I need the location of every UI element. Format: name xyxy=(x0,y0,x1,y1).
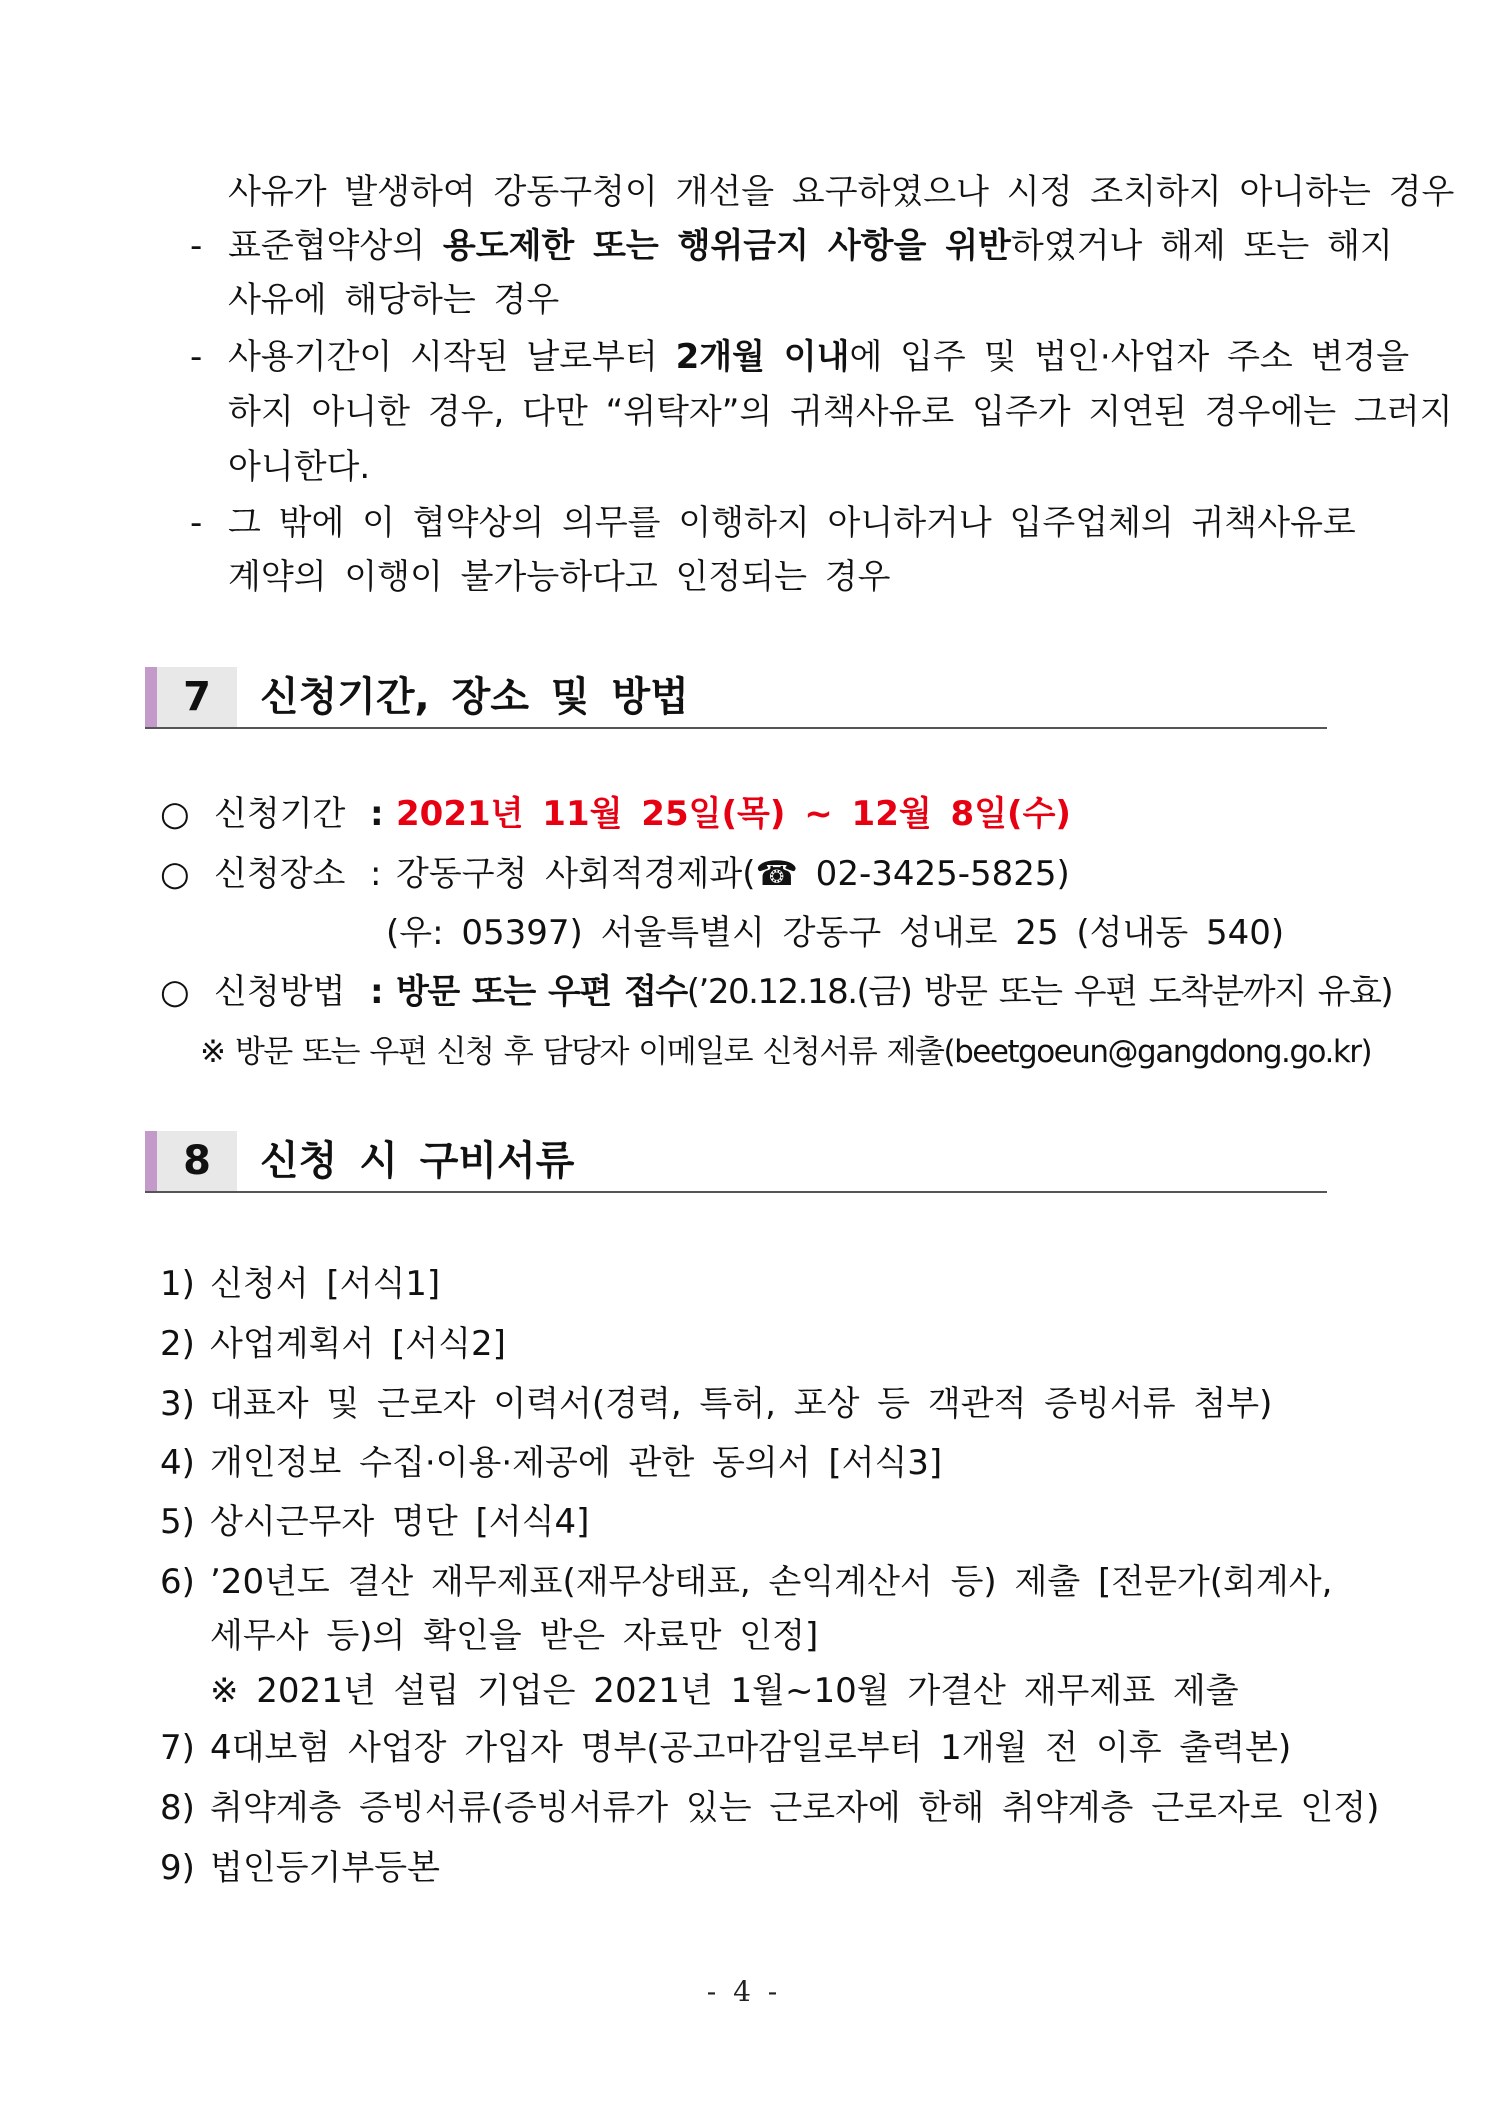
list-item-number: 9) xyxy=(160,1848,195,1888)
bullet-item-continued: 하지 아니한 경우, 다만 “위탁자”의 귀책사유로 입주가 지연된 경우에는 그러지 xyxy=(228,392,1453,432)
list-item: 사업계획서 [서식2] xyxy=(210,1324,506,1364)
method-colon: : xyxy=(370,972,384,1012)
section-accent-bar xyxy=(145,667,157,727)
section-8-header xyxy=(145,1131,1327,1193)
bullet-item-text: 사용기간이 시작된 날로부터 2개월 이내에 입주 및 법인·사업자 주소 변경을 xyxy=(228,337,1410,377)
place-value: 강동구청 사회적경제과(☎ 02-3425-5825) xyxy=(396,854,1070,894)
list-item-note: ※ 2021년 설립 기업은 2021년 1월~10월 가결산 재무제표 제출 xyxy=(210,1671,1239,1711)
page-number: - 4 - xyxy=(706,1975,782,2008)
section-7-header xyxy=(145,667,1327,729)
period-value: 2021년 11월 25일(목) ~ 12월 8일(수) xyxy=(396,794,1071,834)
place-colon: : xyxy=(370,854,382,894)
bullet-dash: - xyxy=(190,226,203,266)
bullet-dash: - xyxy=(190,503,203,543)
list-item-number: 6) xyxy=(160,1562,195,1602)
bullet-item-text: 그 밖에 이 협약상의 의무를 이행하지 아니하거나 입주업체의 귀책사유로 xyxy=(228,503,1356,543)
circle-bullet: ○ xyxy=(160,854,190,894)
list-item: ’20년도 결산 재무제표(재무상태표, 손익계산서 등) 제출 [전문가(회계사, xyxy=(210,1562,1333,1602)
section-accent-bar xyxy=(145,1131,157,1191)
period-label: 신청기간 xyxy=(214,794,346,834)
list-item: 취약계층 증빙서류(증빙서류가 있는 근로자에 한해 취약계층 근로자로 인정) xyxy=(210,1788,1380,1828)
list-item-number: 3) xyxy=(160,1384,195,1424)
list-item-number: 2) xyxy=(160,1324,195,1364)
period-colon: : xyxy=(370,794,384,834)
bullet-item-continued: 아니한다. xyxy=(228,447,371,487)
list-item-number: 7) xyxy=(160,1728,195,1768)
list-item: 4대보험 사업장 가입자 명부(공고마감일로부터 1개월 전 이후 출력본) xyxy=(210,1728,1292,1768)
list-item: 신청서 [서식1] xyxy=(210,1264,441,1304)
bullet-item-continued: 계약의 이행이 불가능하다고 인정되는 경우 xyxy=(228,557,891,597)
section-title: 신청 시 구비서류 xyxy=(260,1138,575,1184)
bullet-dash: - xyxy=(190,337,203,377)
phone-icon: ☎ xyxy=(755,854,798,894)
circle-bullet: ○ xyxy=(160,794,190,834)
method-label: 신청방법 xyxy=(214,972,346,1012)
method-value: 방문 또는 우편 접수(’20.12.18.(금) 방문 또는 우편 도착분까지 유효) xyxy=(396,972,1393,1012)
bullet-item-text: 표준협약상의 용도제한 또는 행위금지 사항을 위반하였거나 해제 또는 해지 xyxy=(228,226,1393,266)
circle-bullet: ○ xyxy=(160,972,190,1012)
section-number: 8 xyxy=(157,1131,237,1191)
section-title: 신청기간, 장소 및 방법 xyxy=(260,674,689,720)
place-label: 신청장소 xyxy=(214,854,346,894)
list-item-continued: 세무사 등)의 확인을 받은 자료만 인정] xyxy=(210,1616,819,1656)
list-item: 대표자 및 근로자 이력서(경력, 특허, 포상 등 객관적 증빙서류 첨부) xyxy=(210,1384,1273,1424)
section-number: 7 xyxy=(157,667,237,727)
list-item: 법인등기부등본 xyxy=(210,1848,440,1888)
list-item-number: 5) xyxy=(160,1502,195,1542)
place-address: (우: 05397) 서울특별시 강동구 성내로 25 (성내동 540) xyxy=(386,913,1285,953)
list-item-number: 8) xyxy=(160,1788,195,1828)
continued-line: 사유가 발생하여 강동구청이 개선을 요구하였으나 시정 조치하지 아니하는 경우 xyxy=(228,172,1455,212)
list-item: 상시근무자 명단 [서식4] xyxy=(210,1502,590,1542)
submission-note: ※ 방문 또는 우편 신청 후 담당자 이메일로 신청서류 제출(beetgoeun@gangdong.go.kr) xyxy=(200,1034,1372,1070)
list-item-number: 1) xyxy=(160,1264,195,1304)
bullet-item-continued: 사유에 해당하는 경우 xyxy=(228,280,560,320)
list-item-number: 4) xyxy=(160,1443,195,1483)
list-item: 개인정보 수집·이용·제공에 관한 동의서 [서식3] xyxy=(210,1443,943,1483)
